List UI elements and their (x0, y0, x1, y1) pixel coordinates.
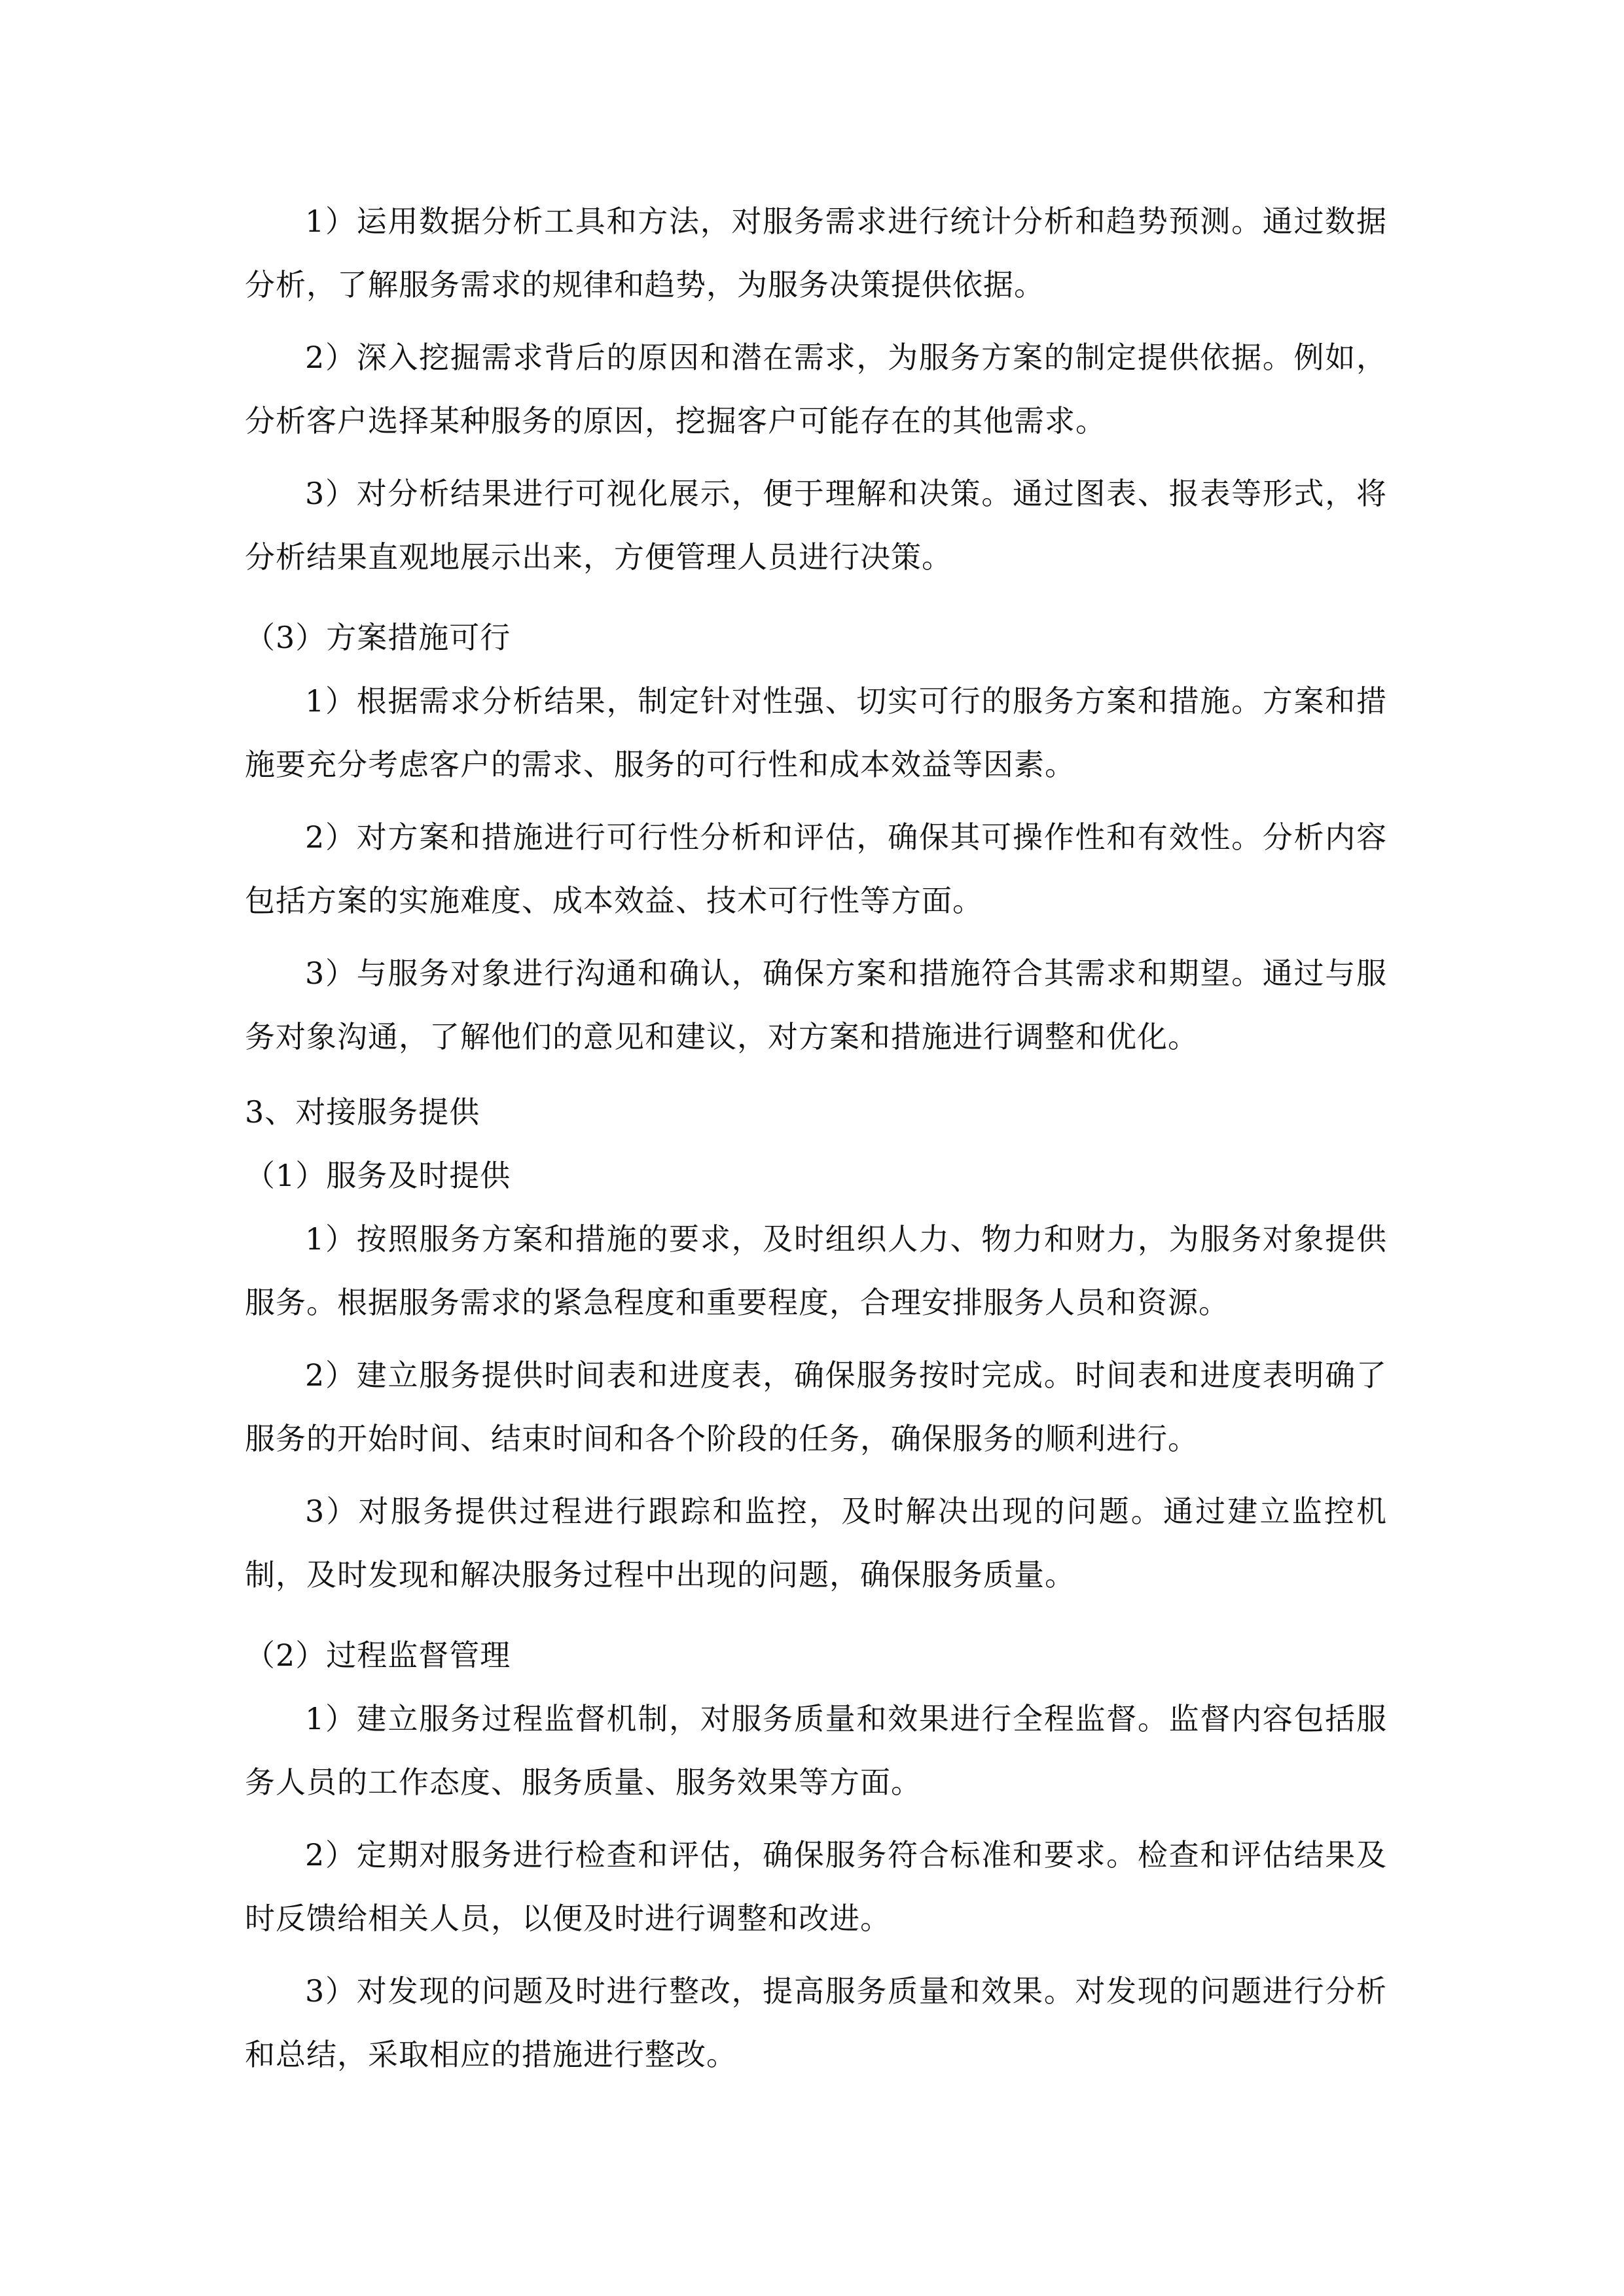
subsection-heading: （2）过程监督管理 (245, 1638, 511, 1673)
document-body (245, 190, 1387, 2087)
paragraph: 1）按照服务方案和措施的要求，及时组织人力、物力和财力，为服务对象提供服务。根据服务需求的紧急程度和重要程度，合理安排服务人员和资源。 (245, 1221, 1387, 1320)
paragraph: 3）对发现的问题及时进行整改，提高服务质量和效果。对发现的问题进行分析和总结，采取相应的措施进行整改。 (245, 1973, 1387, 2072)
paragraph: 2）深入挖掘需求背后的原因和潜在需求，为服务方案的制定提供依据。例如，分析客户选择某种服务的原因，挖掘客户可能存在的其他需求。 (245, 340, 1387, 439)
paragraph: 1）建立服务过程监督机制，对服务质量和效果进行全程监督。监督内容包括服务人员的工作态度、服务质量、服务效果等方面。 (245, 1701, 1387, 1800)
subsection-heading: （1）服务及时提供 (245, 1158, 511, 1193)
paragraph: 1）运用数据分析工具和方法，对服务需求进行统计分析和趋势预测。通过数据分析，了解服务需求的规律和趋势，为服务决策提供依据。 (245, 204, 1387, 302)
section-title: 3、对接服务提供 (245, 1094, 480, 1130)
paragraph: 2）对方案和措施进行可行性分析和评估，确保其可操作性和有效性。分析内容包括方案的实施难度、成本效益、技术可行性等方面。 (245, 819, 1387, 918)
paragraph: 3）对分析结果进行可视化展示，便于理解和决策。通过图表、报表等形式，将分析结果直观地展示出来，方便管理人员进行决策。 (245, 476, 1387, 575)
paragraph: 2）建立服务提供时间表和进度表，确保服务按时完成。时间表和进度表明确了服务的开始时间、结束时间和各个阶段的任务，确保服务的顺利进行。 (245, 1357, 1387, 1456)
paragraph: 3）与服务对象进行沟通和确认，确保方案和措施符合其需求和期望。通过与服务对象沟通，了解他们的意见和建议，对方案和措施进行调整和优化。 (245, 956, 1387, 1054)
paragraph: 1）根据需求分析结果，制定针对性强、切实可行的服务方案和措施。方案和措施要充分考虑客户的需求、服务的可行性和成本效益等因素。 (245, 683, 1387, 782)
paragraph: 2）定期对服务进行检查和评估，确保服务符合标准和要求。检查和评估结果及时反馈给相关人员，以便及时进行调整和改进。 (245, 1837, 1387, 1936)
subsection-heading: （3）方案措施可行 (245, 620, 511, 655)
paragraph: 3）对服务提供过程进行跟踪和监控，及时解决出现的问题。通过建立监控机制，及时发现和解决服务过程中出现的问题，确保服务质量。 (245, 1494, 1387, 1592)
